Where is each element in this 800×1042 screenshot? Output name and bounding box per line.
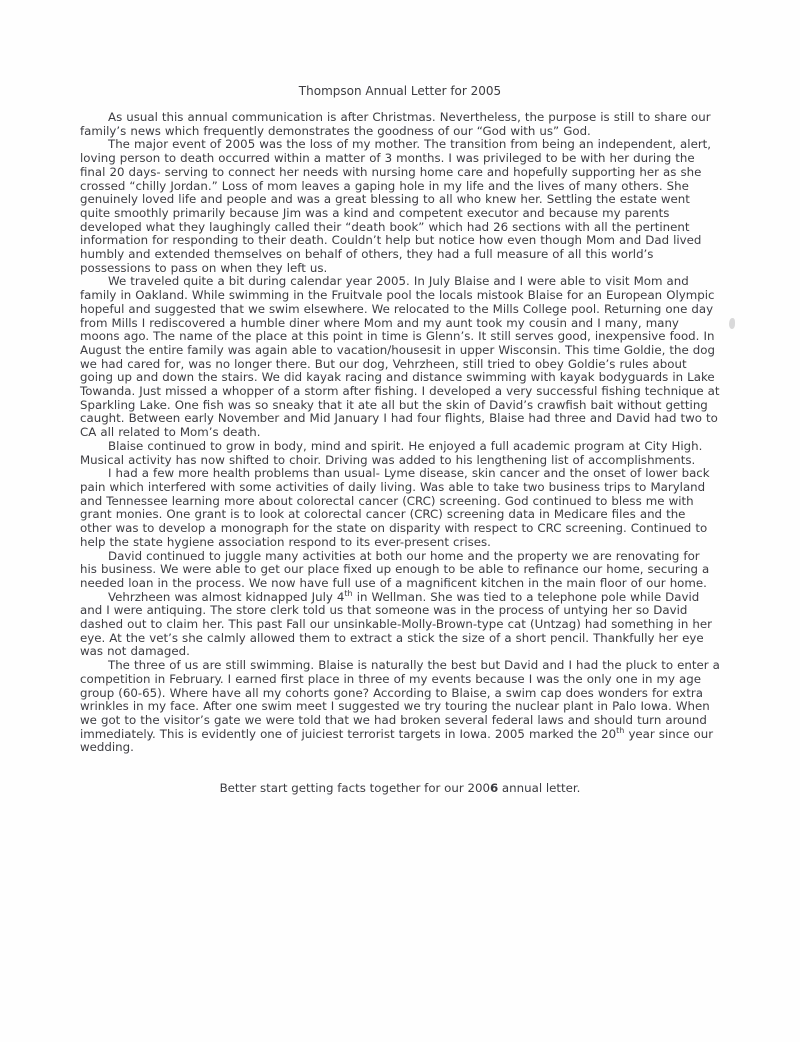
text-run: 6 bbox=[489, 781, 499, 796]
letter-paragraph bbox=[80, 550, 720, 591]
text-run: The three of us are still swimming. Blaise is naturally the best but David and I had the pluck to enter a competition in February. I earned first place in three of my events because I was the only one in my age group (60-65). Where have all my cohorts gone? According to Blaise, a swim cap does wonders for extra wrinkles in my face. After one swim meet I suggested we try touring the nuclear plant in Palo Iowa. When we got to the visitor’s gate we were told that we had broken several federal laws and should turn around immediately. This is evidently one of juiciest terrorist targets in Iowa. 2005 marked the 20 bbox=[80, 658, 720, 741]
letter-paragraph bbox=[80, 111, 720, 138]
letter-paragraph bbox=[80, 138, 720, 275]
letter-paragraph bbox=[80, 659, 720, 755]
text-run: David continued to juggle many activities at both our home and the property we are renovating for his business. We were able to get our place fixed up enough to be able to refinance our home, securing a needed loan in the process. We now have full use of a magnificent kitchen in the main floor of our home. bbox=[80, 548, 710, 590]
closing-line bbox=[80, 782, 720, 796]
text-run: in Wellman. She was tied to a telephone pole while David and I were antiquing. The store clerk told us that someone was in the process of untying her so David dashed out to claim her. This past Fall our unsinkable-Molly-Brown-type cat (Untzag) had something in her eye. At the vet’s she calmly allowed them to extract a stick the size of a short pencil. Thankfully her eye was not damaged. bbox=[80, 589, 713, 659]
text-run: The major event of 2005 was the loss of my mother. The transition from being an independent, alert, loving person to death occurred within a matter of 3 months. I was privileged to be with her during the final 20 days- serving to connect her needs with nursing home care and hopefully supporting her as she crossed “chilly Jordan.” Loss of mom leaves a gaping hole in my life and the lives of many others. She genuinely loved life and people and was a great blessing to all who knew her. Settling the estate went quite smoothly primarily because Jim was a kind and competent executor and because my parents developed what they laughingly called their “death book” which had 26 sections with all the pertinent information for responding to their death. Couldn’t help but notice how even though Mom and Dad lived humbly and extended themselves on behalf of others, they had a full measure of all this world’s possessions to pass on when they left us. bbox=[80, 137, 712, 275]
superscript-text: th bbox=[344, 588, 353, 598]
letter-paragraph bbox=[80, 275, 720, 439]
text-run: Blaise continued to grow in body, mind and spirit. He enjoyed a full academic program at City High. Musical activity has now shifted to choir. Driving was added to his lengthening list of accomplishments. bbox=[80, 438, 703, 467]
text-run: annual letter. bbox=[498, 781, 581, 796]
text-run: As usual this annual communication is after Christmas. Nevertheless, the purpose is still to share our family’s news which frequently demonstrates the goodness of our “God with us” God. bbox=[80, 110, 711, 138]
text-run: We traveled quite a bit during calendar year 2005. In July Blaise and I were able to visit Mom and family in Oakland. While swimming in the Fruitvale pool the locals mistook Blaise for an European Olympic hopeful and suggested that we swim elsewhere. We relocated to the Mills College pool. Returning one day from Mills I rediscovered a humble diner where Mom and my aunt took my cousin and I many, many moons ago. The name of the place at this point in time is Glenn’s. It still serves good, inexpensive food. In August the entire family was again able to vacation/housesit in upper Wisconsin. This time Goldie, the dog we had cared for, was no longer there. But our dog, Vehrzheen, still tried to obey Goldie’s rules about going up and down the stairs. We did kayak racing and distance swimming with kayak bodyguards in Lake Towanda. Just missed a whopper of a storm after fishing. I developed a very successful fishing technique at Sparkling Lake. One fish was so sneaky that it ate all but the skin of David’s crawfish bait without getting caught. Between early November and Mid January I had four flights, Blaise had three and David had two to CA all related to Mom’s death. bbox=[80, 274, 720, 440]
scan-artifact bbox=[729, 318, 735, 329]
text-run: Vehrzheen was almost kidnapped July 4 bbox=[108, 589, 345, 604]
text-run: Better start getting facts together for our 200 bbox=[219, 781, 490, 796]
letter-paragraph bbox=[80, 467, 720, 549]
letter-paragraph bbox=[80, 588, 720, 660]
letter-body bbox=[80, 111, 720, 755]
superscript-text: th bbox=[616, 725, 625, 735]
letter-title: Thompson Annual Letter for 2005 bbox=[298, 84, 502, 98]
text-run: year since our wedding. bbox=[80, 726, 714, 755]
text-run: I had a few more health problems than usual- Lyme disease, skin cancer and the onset of lower back pain which interfered with some activities of daily living. Was able to take two business trips to Maryland and Tennessee learning more about colorectal cancer (CRC) screening. God continued to bless me with grant monies. One grant is to look at colorectal cancer (CRC) screening data in Medicare files and the other was to develop a monograph for the state on disparity with respect to CRC screening. Continued to help the state hygiene association respond to its ever-present crises. bbox=[80, 466, 710, 549]
letter-paragraph bbox=[80, 440, 720, 467]
